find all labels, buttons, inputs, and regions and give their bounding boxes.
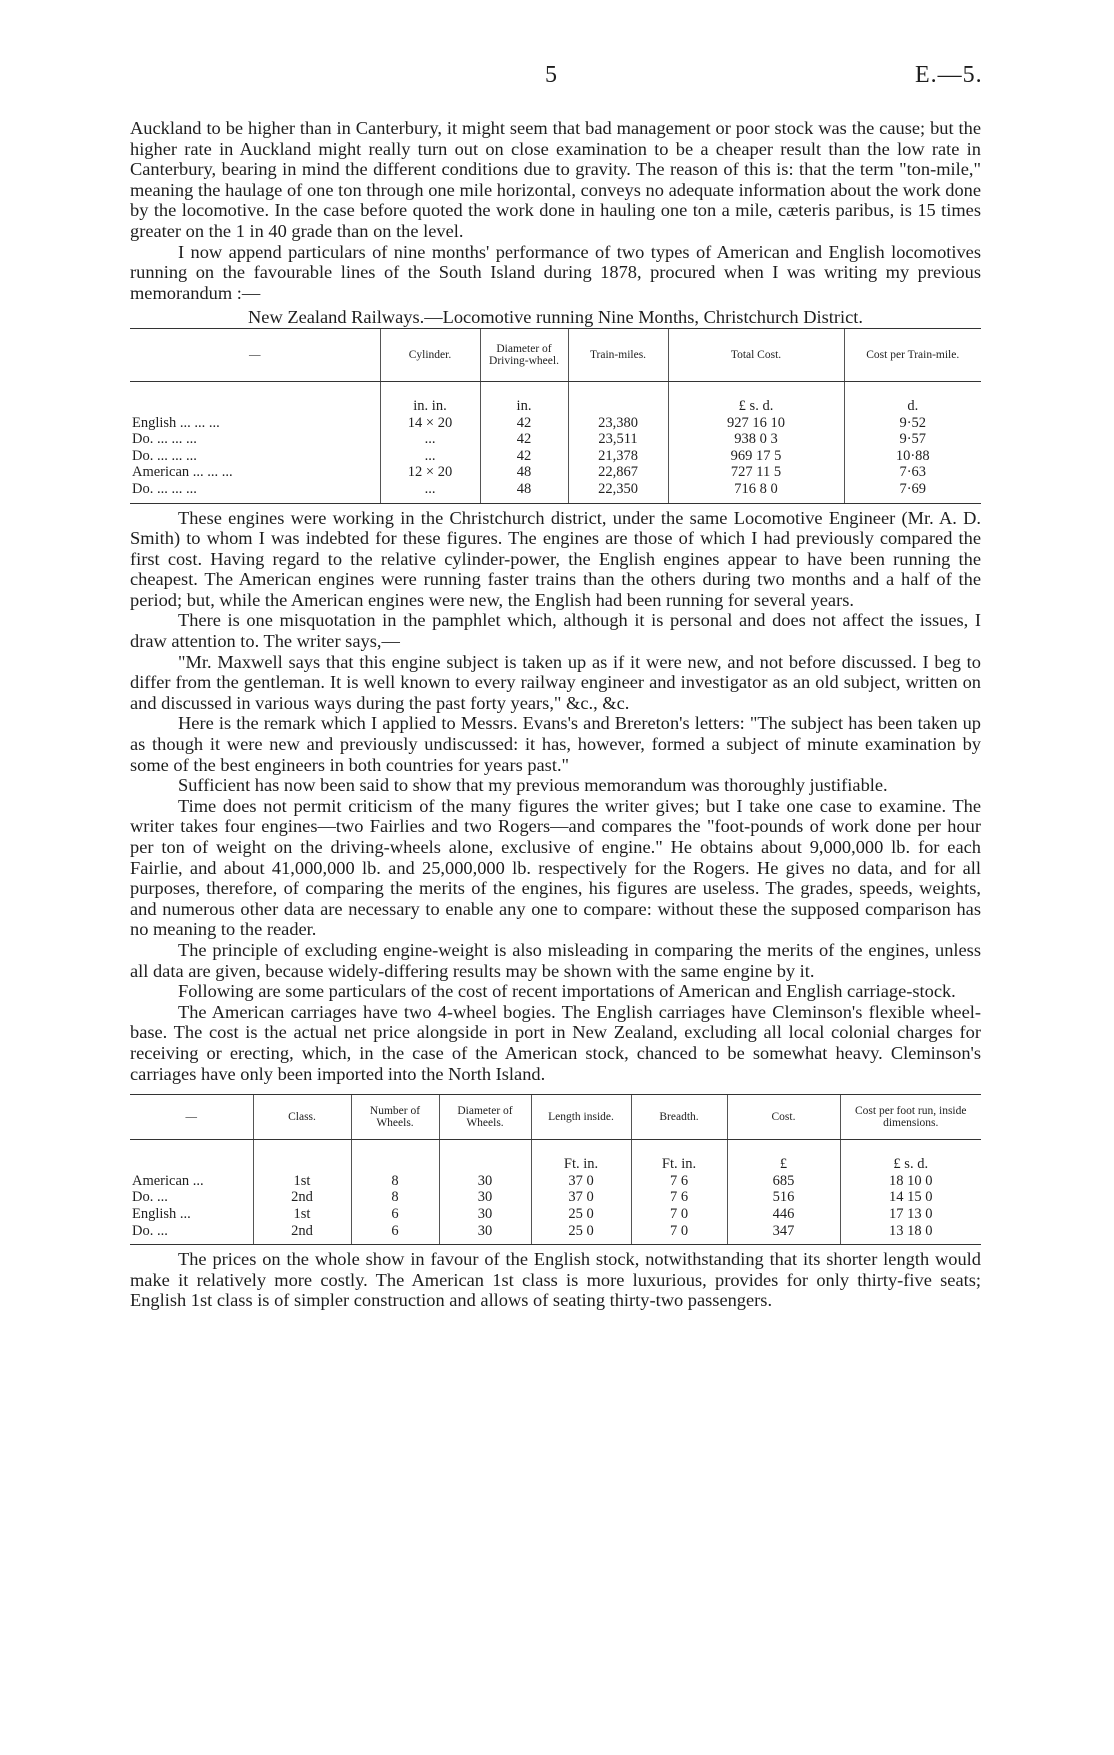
column-header: Diameter of Driving-wheel. <box>480 328 568 381</box>
table-cell: 7 0 <box>631 1223 727 1245</box>
table-row <box>130 464 981 481</box>
table-cell: 1st <box>253 1206 351 1223</box>
table-cell: 22,867 <box>568 464 668 481</box>
table-row <box>130 1206 981 1223</box>
paragraph: Here is the remark which I applied to Messrs. Evans's and Brereton's letters: "The subject has been taken up as though it were new and previously undiscussed: it has, however, formed a subject of minute examination by some of the best engineers in both countries for years past." <box>130 713 981 775</box>
page-number: 5 <box>545 62 557 88</box>
table-cell: 1st <box>253 1173 351 1190</box>
unit-cell: d. <box>844 381 981 414</box>
table-cell: 6 <box>351 1223 439 1245</box>
table-cell: 347 <box>727 1223 840 1245</box>
paragraph: There is one misquotation in the pamphlet which, although it is personal and does not affect the issues, I draw attention to. The writer says,— <box>130 610 981 652</box>
table-cell: 927 16 10 <box>668 415 844 432</box>
paragraph: I now append particulars of nine months' performance of two types of American and English locomotives running on the favourable lines of the South Island during 1878, procured when I was writing my previous memorandum :— <box>130 241 981 303</box>
table-cell: 7 6 <box>631 1173 727 1190</box>
unit-cell: £ <box>727 1140 840 1173</box>
locomotive-table-section <box>130 307 981 503</box>
column-header: — <box>130 1095 253 1140</box>
column-header: Diameter of Wheels. <box>439 1095 531 1140</box>
paragraph: Sufficient has now been said to show that my previous memorandum was thoroughly justifiable. <box>178 775 888 796</box>
table-cell: 18 10 0 <box>840 1173 981 1190</box>
table-cell: 727 11 5 <box>668 464 844 481</box>
table-cell: 2nd <box>253 1189 351 1206</box>
column-header: Cylinder. <box>380 328 480 381</box>
row-label: American ... ... ... <box>132 464 233 481</box>
row-label: Do. ... ... ... <box>132 447 197 464</box>
unit-cell: in. <box>480 381 568 414</box>
table-cell: 2nd <box>253 1223 351 1245</box>
table-row <box>130 448 981 465</box>
row-label: English ... ... ... <box>132 414 220 431</box>
table-cell: 7 0 <box>631 1206 727 1223</box>
document-reference: E.—5. <box>915 62 983 88</box>
paragraph: Auckland to be higher than in Canterbury, it might seem that bad management or poor stock was the cause; but the higher rate in Auckland might really turn out on close examination to be a cheaper result than the low rate in Canterbury, bearing in mind the different conditions due to gravity. The reason of this is: that the term "ton-mile," meaning the haulage of one ton through one mile horizontal, conveys no adequate information about the work done by the locomotive. In the case before quoted the work done in hauling one ton a mile, cæteris paribus, is 15 times greater on the 1 in 40 grade than on the level. <box>130 118 981 241</box>
table-row <box>130 431 981 448</box>
locomotive-table <box>130 328 981 504</box>
table-cell: 14 × 20 <box>380 415 480 432</box>
table-cell: 22,350 <box>568 481 668 503</box>
table-cell: 8 <box>351 1173 439 1190</box>
paragraphs-middle <box>130 508 981 1085</box>
paragraph: Time does not permit criticism of the many figures the writer gives; but I take one case to examine. The writer takes four engines—two Fairlies and two Rogers—and compares the "foot-pounds of work done per hour per ton of weight on the driving-wheels alone, exclusive of engine." He obtains about 9,000,000 lb. for each Fairlie, and about 41,000,000 lb. and 25,000,000 lb. respectively for the Rogers. He gives no data, and for all purposes, therefore, of comparing the merits of the engines, his figures are useless. The grades, speeds, weights, and numerous other data are necessary to enable any one to compare: without these the supposed comparison has no meaning to the reader. <box>130 795 981 940</box>
table-cell: 25 0 <box>531 1223 631 1245</box>
table-cell: 23,380 <box>568 415 668 432</box>
paragraph: The principle of excluding engine-weight is also misleading in comparing the merits of the engines, unless all data are given, because widely-differing results may be shown with the same engine by it. <box>130 939 981 981</box>
unit-cell <box>439 1140 531 1173</box>
table-cell: 37 0 <box>531 1189 631 1206</box>
page-body <box>130 118 981 1311</box>
table-cell: 685 <box>727 1173 840 1190</box>
table-cell: 30 <box>439 1173 531 1190</box>
table-cell: 716 8 0 <box>668 481 844 503</box>
unit-cell: in. in. <box>380 381 480 414</box>
table-cell: ... <box>380 481 480 503</box>
table-cell: 21,378 <box>568 448 668 465</box>
table-row <box>130 1173 981 1190</box>
units-row <box>130 381 981 414</box>
table-cell: 8 <box>351 1189 439 1206</box>
column-header: Cost per Train-mile. <box>844 328 981 381</box>
paragraphs-bottom <box>130 1249 981 1311</box>
table-cell: 7·63 <box>844 464 981 481</box>
table-cell: 9·57 <box>844 431 981 448</box>
paragraph: The American carriages have two 4-wheel bogies. The English carriages have Cleminson's flexible wheel-base. The cost is the actual net price alongside in port in New Zealand, excluding all local colonial charges for receiving or erecting, which, in the case of the American stock, chanced to be somewhat heavy. Cleminson's carriages have only been imported into the North Island. <box>130 1001 981 1084</box>
table-cell: 48 <box>480 464 568 481</box>
unit-cell: £ s. d. <box>668 381 844 414</box>
table-cell: 42 <box>480 415 568 432</box>
row-label: Do. ... ... ... <box>132 431 197 448</box>
table-cell: 7 6 <box>631 1189 727 1206</box>
table-cell: 17 13 0 <box>840 1206 981 1223</box>
unit-cell <box>130 1140 253 1173</box>
units-row <box>130 1140 981 1173</box>
column-header: Length inside. <box>531 1095 631 1140</box>
column-header: Number of Wheels. <box>351 1095 439 1140</box>
column-header: Cost per foot run, inside dimensions. <box>840 1095 981 1140</box>
table-cell: 446 <box>727 1206 840 1223</box>
table-cell: 516 <box>727 1189 840 1206</box>
table-row <box>130 415 981 432</box>
paragraphs-top <box>130 118 981 303</box>
table-cell: 37 0 <box>531 1173 631 1190</box>
row-label: English ... <box>132 1205 191 1222</box>
table-cell: ... <box>380 431 480 448</box>
table-row <box>130 481 981 503</box>
table-cell: 42 <box>480 448 568 465</box>
unit-cell <box>351 1140 439 1173</box>
paragraph: "Mr. Maxwell says that this engine subject is taken up as if it were new, and not before discussed. I beg to differ from the gentleman. It is well known to every railway engineer and investigator as an old subject, written on and discussed in various ways during the past forty years," &c., &c. <box>130 651 981 713</box>
table-cell: 25 0 <box>531 1206 631 1223</box>
column-header: Class. <box>253 1095 351 1140</box>
unit-cell: Ft. in. <box>631 1140 727 1173</box>
row-label: Do. ... <box>130 1223 253 1245</box>
locomotive-table-header <box>130 328 981 381</box>
row-label: Do. ... ... ... <box>130 481 380 503</box>
column-header: Cost. <box>727 1095 840 1140</box>
row-label: American ... <box>132 1172 204 1189</box>
carriage-table <box>130 1094 981 1245</box>
unit-cell: £ s. d. <box>840 1140 981 1173</box>
table-cell: ... <box>380 448 480 465</box>
table-cell: 42 <box>480 431 568 448</box>
table-cell: 9·52 <box>844 415 981 432</box>
carriage-table-header <box>130 1095 981 1140</box>
table-cell: 10·88 <box>844 448 981 465</box>
unit-cell <box>130 381 380 414</box>
table-cell: 6 <box>351 1206 439 1223</box>
table-cell: 7·69 <box>844 481 981 503</box>
column-header: Total Cost. <box>668 328 844 381</box>
table-cell: 969 17 5 <box>668 448 844 465</box>
column-header: Train-miles. <box>568 328 668 381</box>
page-header <box>0 62 1114 92</box>
table-cell: 48 <box>480 481 568 503</box>
table-cell: 938 0 3 <box>668 431 844 448</box>
table-row <box>130 1189 981 1206</box>
table-cell: 30 <box>439 1206 531 1223</box>
table-row <box>130 1223 981 1245</box>
locomotive-table-title: New Zealand Railways.—Locomotive running Nine Months, Christchurch District. <box>248 307 863 328</box>
table-cell: 30 <box>439 1189 531 1206</box>
column-header: Breadth. <box>631 1095 727 1140</box>
unit-cell <box>253 1140 351 1173</box>
table-cell: 30 <box>439 1223 531 1245</box>
table-cell: 12 × 20 <box>380 464 480 481</box>
paragraph: Following are some particulars of the cost of recent importations of American and English carriage-stock. <box>178 981 956 1002</box>
table-cell: 14 15 0 <box>840 1189 981 1206</box>
paragraph: These engines were working in the Christchurch district, under the same Locomotive Engineer (Mr. A. D. Smith) to whom I was indebted for these figures. The engines are those of which I had previously compared the first cost. Having regard to the relative cylinder-power, the English engines appear to have been running the cheapest. The American engines were running faster trains than the others during two months and a half of the period; but, while the American engines were new, the English had been running for several years. <box>130 507 981 610</box>
carriage-table-section <box>130 1094 981 1245</box>
table-cell: 23,511 <box>568 431 668 448</box>
paragraph: The prices on the whole show in favour of the English stock, notwithstanding that its shorter length would make it relatively more costly. The American 1st class is more luxurious, provides for only thirty-five seats; English 1st class is of simpler construction and allows of seating thirty-two passengers. <box>130 1249 981 1311</box>
column-header: — <box>130 328 380 381</box>
unit-cell <box>568 381 668 414</box>
table-cell: 13 18 0 <box>840 1223 981 1245</box>
row-label: Do. ... <box>132 1189 168 1206</box>
unit-cell: Ft. in. <box>531 1140 631 1173</box>
